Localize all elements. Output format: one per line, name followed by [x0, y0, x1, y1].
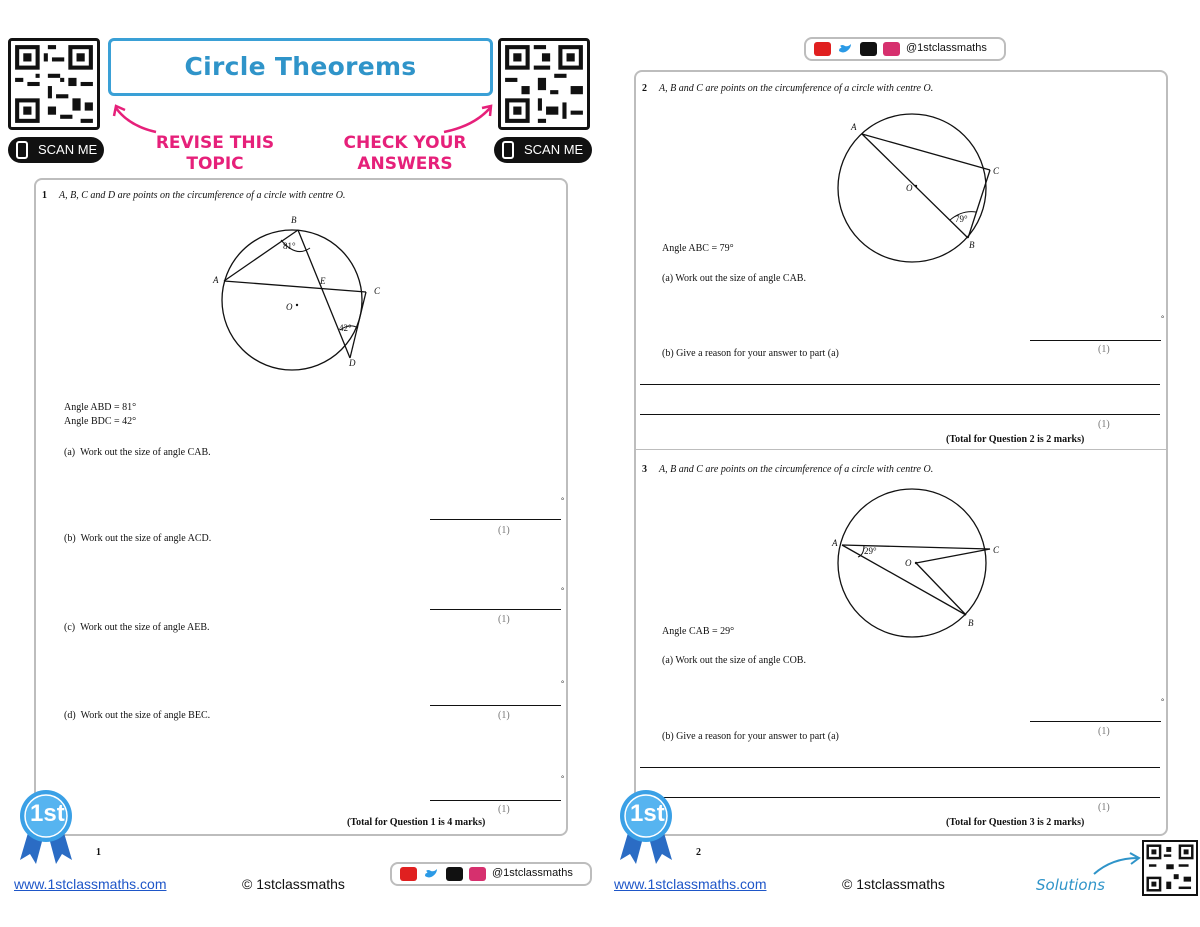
question-1-stem-text: A, B, C and D are points on the circumference of a circle with centre O.	[59, 190, 346, 201]
answer-line-1b[interactable]	[430, 609, 561, 610]
social-bar-left	[390, 862, 592, 886]
point-label-e: E	[320, 276, 326, 286]
answer-line-2b-2[interactable]	[640, 414, 1160, 415]
answer-line-3a[interactable]	[1030, 721, 1161, 722]
degree-symbol: °	[561, 774, 565, 783]
answer-line-3b-1[interactable]	[640, 767, 1160, 768]
tiktok-icon[interactable]	[446, 867, 463, 881]
part-label: (b)	[64, 533, 76, 544]
question-1-circle-diagram	[200, 210, 400, 380]
page-title-box	[108, 38, 493, 96]
answer-line-2b-1[interactable]	[640, 384, 1160, 385]
degree-symbol: °	[1161, 314, 1165, 323]
scan-me-label: SCAN ME	[524, 142, 584, 157]
question-2b: (b) Give a reason for your answer to part (a)	[662, 348, 839, 359]
qr-code-answers[interactable]	[498, 38, 590, 130]
website-link[interactable]: www.1stclassmaths.com	[14, 876, 167, 892]
part-label: (d)	[64, 710, 76, 721]
question-1d	[64, 710, 210, 721]
question-3-total: (Total for Question 3 is 2 marks)	[946, 817, 1085, 828]
given-angle-cab: Angle CAB = 29°	[662, 626, 735, 637]
qr-code-icon	[1144, 842, 1196, 894]
point-label-c: C	[993, 166, 1000, 176]
given-angle-abc: Angle ABC = 79°	[662, 243, 734, 254]
marks-3a: (1)	[1098, 726, 1110, 737]
part-label: (a)	[64, 447, 76, 458]
social-bar-right	[804, 37, 1006, 61]
question-1c	[64, 622, 210, 633]
website-link[interactable]: www.1stclassmaths.com	[614, 876, 767, 892]
check-answers-callout: CHECK YOUR ANSWERS	[343, 133, 467, 174]
instagram-icon[interactable]	[469, 867, 486, 881]
angle-label-29: 29°	[864, 546, 877, 556]
qr-code-solutions[interactable]	[1142, 840, 1198, 896]
degree-symbol: °	[561, 496, 565, 505]
angle-label-81: 81°	[283, 241, 296, 251]
badge-text: 1st	[30, 800, 65, 827]
qr-code-revise[interactable]	[8, 38, 100, 130]
marks-1b: (1)	[498, 614, 510, 625]
phone-icon	[502, 141, 514, 159]
twitter-icon[interactable]	[423, 867, 440, 881]
scan-me-label: SCAN ME	[38, 142, 98, 157]
question-number: 2	[642, 83, 647, 94]
instagram-icon[interactable]	[883, 42, 900, 56]
answer-line-2a[interactable]	[1030, 340, 1161, 341]
point-label-o: O	[905, 558, 912, 568]
scan-me-badge-left	[8, 137, 104, 163]
answer-line-1a[interactable]	[430, 519, 561, 520]
part-text: Work out the size of angle ACD.	[80, 533, 212, 544]
phone-icon	[16, 141, 28, 159]
solutions-label: Solutions	[1036, 876, 1105, 894]
page-number-2: 2	[696, 847, 701, 858]
answer-line-3b-2[interactable]	[640, 797, 1160, 798]
point-label-o: O	[286, 302, 293, 312]
question-2-stem-text: A, B and C are points on the circumference of a circle with centre O.	[659, 83, 934, 94]
page-number-1: 1	[96, 847, 101, 858]
part-text: Work out the size of angle BEC.	[80, 710, 211, 721]
question-3b: (b) Give a reason for your answer to part (a)	[662, 731, 839, 742]
question-1-total: (Total for Question 1 is 4 marks)	[347, 817, 486, 828]
social-handle: @1stclassmaths	[906, 42, 987, 54]
point-label-b: B	[291, 215, 297, 225]
youtube-icon[interactable]	[400, 867, 417, 881]
question-1-stem	[42, 190, 345, 201]
twitter-icon[interactable]	[837, 42, 854, 56]
question-3-stem	[642, 464, 933, 475]
given-angle-bdc: Angle BDC = 42°	[64, 416, 137, 427]
marks-3b: (1)	[1098, 802, 1110, 813]
badge-text: 1st	[630, 800, 665, 827]
question-3-circle-diagram	[830, 485, 1010, 645]
point-label-c: C	[374, 286, 381, 296]
given-angle-abd: Angle ABD = 81°	[64, 402, 137, 413]
question-number: 3	[642, 464, 647, 475]
point-label-o: O	[906, 183, 913, 193]
question-1b	[64, 533, 211, 544]
point-label-d: D	[349, 358, 356, 368]
point-label-c: C	[993, 545, 1000, 555]
question-2-total: (Total for Question 2 is 2 marks)	[946, 434, 1085, 445]
question-1a	[64, 447, 211, 458]
answer-line-1c[interactable]	[430, 705, 561, 706]
degree-symbol: °	[1161, 697, 1165, 706]
answer-line-1d[interactable]	[430, 800, 561, 801]
point-label-b: B	[968, 618, 974, 628]
question-2-circle-diagram	[830, 110, 1010, 270]
page-title: Circle Theorems	[184, 52, 417, 81]
question-divider	[636, 449, 1166, 450]
part-text: Work out the size of angle CAB.	[80, 447, 211, 458]
marks-2b: (1)	[1098, 419, 1110, 430]
question-3a: (a) Work out the size of angle COB.	[662, 655, 806, 666]
revise-topic-callout: REVISE THIS TOPIC	[155, 133, 275, 174]
marks-1a: (1)	[498, 525, 510, 536]
youtube-icon[interactable]	[814, 42, 831, 56]
scan-me-badge-right	[494, 137, 592, 163]
angle-label-42: 42°	[339, 323, 352, 333]
point-label-a: A	[213, 275, 219, 285]
degree-symbol: °	[561, 586, 565, 595]
part-text: Work out the size of angle AEB.	[80, 622, 210, 633]
question-2-stem	[642, 83, 933, 94]
question-number: 1	[42, 190, 47, 201]
copyright-text: © 1stclassmaths	[842, 876, 945, 892]
point-label-a: A	[851, 122, 857, 132]
qr-code-icon	[11, 41, 97, 127]
part-label: (c)	[64, 622, 76, 633]
marks-2a: (1)	[1098, 344, 1110, 355]
marks-1d: (1)	[498, 804, 510, 815]
marks-1c: (1)	[498, 710, 510, 721]
point-label-b: B	[969, 240, 975, 250]
social-handle: @1stclassmaths	[492, 867, 573, 879]
qr-code-icon	[501, 41, 587, 127]
copyright-text: © 1stclassmaths	[242, 876, 345, 892]
tiktok-icon[interactable]	[860, 42, 877, 56]
degree-symbol: °	[561, 679, 565, 688]
angle-label-79: 79°	[955, 214, 968, 224]
point-label-a: A	[832, 538, 838, 548]
question-2a: (a) Work out the size of angle CAB.	[662, 273, 806, 284]
question-3-stem-text: A, B and C are points on the circumference of a circle with centre O.	[659, 464, 934, 475]
